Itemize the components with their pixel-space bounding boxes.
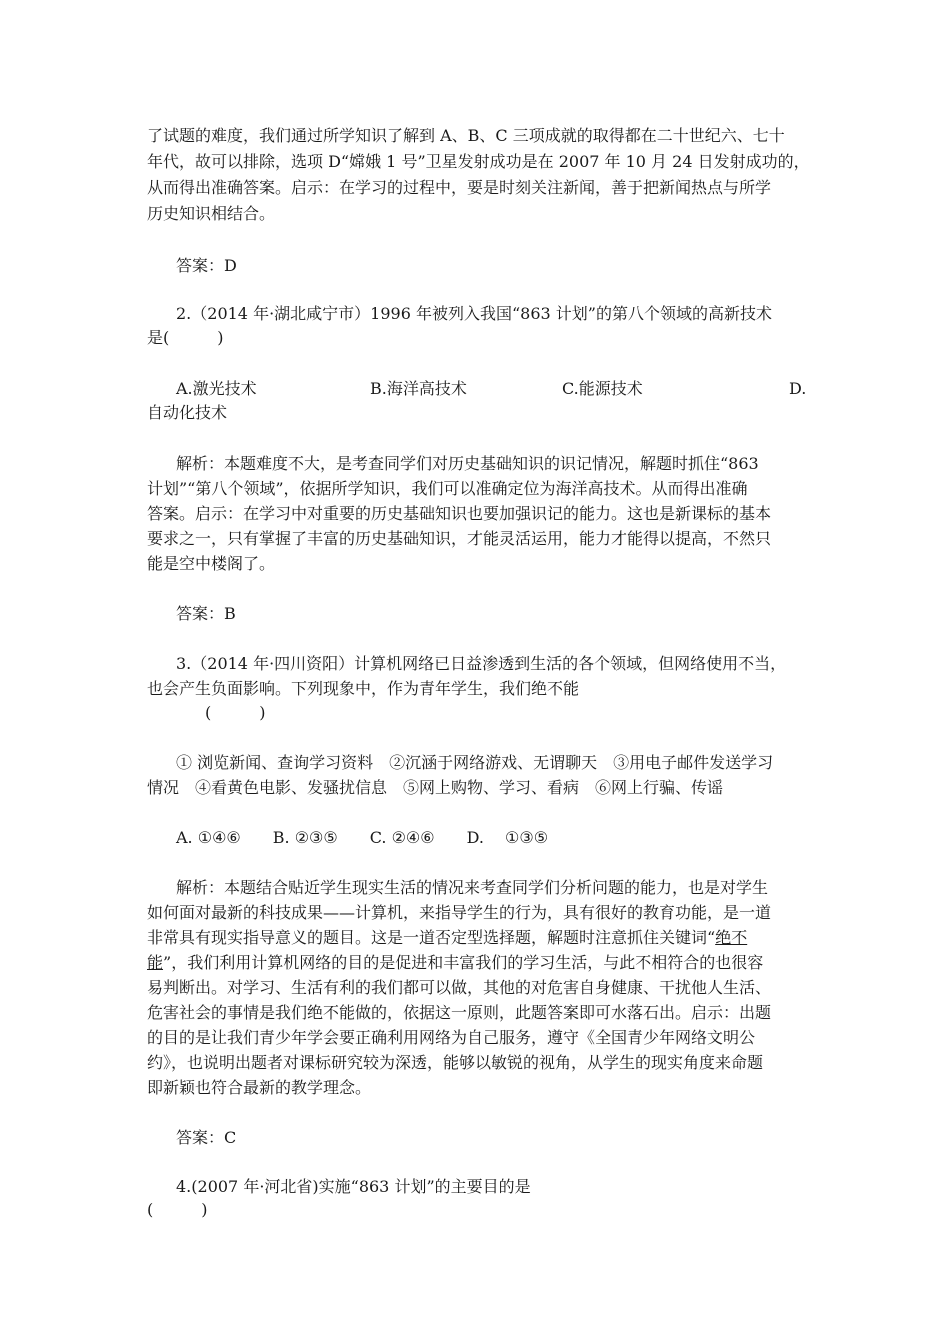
explanation-2: 要求之一，只有掌握了丰富的历史基础知识，才能灵活运用，能力才能得以提高，不然只 bbox=[147, 529, 772, 548]
question-4-blank: ( ) bbox=[147, 1200, 208, 1219]
question-3: 也会产生负面影响。下列现象中，作为青年学生，我们绝不能 bbox=[147, 679, 580, 698]
explanation-3 bbox=[147, 951, 763, 975]
option-b: B.海洋高技术 bbox=[370, 379, 467, 398]
explanation-2: 解析：本题难度不大，是考查同学们对历史基础知识的识记情况，解题时抓住“863 bbox=[176, 454, 759, 473]
question-3-items: 情况 ④看黄色电影、发骚扰信息 ⑤网上购物、学习、看病 ⑥网上行骗、传谣 bbox=[147, 778, 724, 797]
explanation-3 bbox=[147, 926, 747, 950]
paragraph-line: 历史知识相结合。 bbox=[147, 204, 276, 223]
explanation-3: 危害社会的事情是我们绝不能做的，依据这一原则，此题答案即可水落石出。启示：出题 bbox=[147, 1003, 772, 1022]
explanation-2: 能是空中楼阁了。 bbox=[147, 554, 276, 573]
explanation-3: 的目的是让我们青少年学会要正确利用网络为自己服务，遵守《全国青少年网络文明公 bbox=[147, 1028, 756, 1047]
explanation-3: 约》，也说明出题者对课标研究较为深透，能够以敏锐的视角，从学生的现实角度来命题 bbox=[147, 1053, 764, 1072]
explanation-3: 即新颖也符合最新的教学理念。 bbox=[147, 1078, 372, 1097]
option-c: C.能源技术 bbox=[562, 379, 643, 398]
option-d: D. bbox=[789, 379, 807, 398]
answer-2: 答案：B bbox=[176, 604, 236, 623]
explanation-3: 如何面对最新的科技成果——计算机，来指导学生的行为，具有很好的教育功能，是一道 bbox=[147, 903, 772, 922]
paragraph-line: 了试题的难度，我们通过所学知识了解到 A、B、C 三项成就的取得都在二十世纪六、七十 bbox=[147, 126, 785, 145]
question-2: 2.（2014 年·湖北咸宁市）1996 年被列入我国“863 计划”的第八个领域的高新技术 bbox=[176, 304, 772, 323]
paragraph-line: 年代，故可以排除，选项 D“嫦娥 1 号”卫星发射成功是在 2007 年 10 月 24 日发射成功的， bbox=[147, 152, 810, 171]
keyword-underlined: 能 bbox=[147, 953, 164, 972]
question-4: 4.(2007 年·河北省)实施“863 计划”的主要目的是 bbox=[176, 1177, 531, 1196]
option-d-text: 自动化技术 bbox=[147, 403, 228, 422]
paragraph-line: 从而得出准确答案。启示：在学习的过程中，要是时刻关注新闻，善于把新闻热点与所学 bbox=[147, 178, 772, 197]
question-3-options: A. ①④⑥ B. ②③⑤ C. ②④⑥ D. ①③⑤ bbox=[176, 828, 549, 847]
explanation-3-text: ”，我们利用计算机网络的目的是促进和丰富我们的学习生活，与此不相符合的也很容 bbox=[163, 953, 764, 972]
question-3: 3.（2014 年·四川资阳）计算机网络已日益渗透到生活的各个领域，但网络使用不当， bbox=[176, 654, 787, 673]
question-2-blank: 是( ) bbox=[147, 328, 224, 347]
answer-1: 答案：D bbox=[176, 256, 237, 275]
question-3-items: ① 浏览新闻、查询学习资料 ②沉涵于网络游戏、无谓聊天 ③用电子邮件发送学习 bbox=[176, 753, 774, 772]
option-a: A.激光技术 bbox=[176, 379, 257, 398]
answer-3: 答案：C bbox=[176, 1128, 237, 1147]
keyword-underlined: 绝不 bbox=[715, 928, 748, 947]
explanation-3: 解析：本题结合贴近学生现实生活的情况来考查同学们分析问题的能力，也是对学生 bbox=[176, 878, 769, 897]
explanation-2: 计划”“第八个领域”，依据所学知识，我们可以准确定位为海洋高技术。从而得出准确 bbox=[147, 479, 748, 498]
explanation-3-text: 非常具有现实指导意义的题目。这是一道否定型选择题，解题时注意抓住关键词“ bbox=[147, 928, 716, 947]
explanation-2: 答案。启示：在学习中对重要的历史基础知识也要加强识记的能力。这也是新课标的基本 bbox=[147, 504, 772, 523]
explanation-3: 易判断出。对学习、生活有利的我们都可以做，其他的对危害自身健康、干扰他人生活、 bbox=[147, 978, 772, 997]
question-3-blank: ( ) bbox=[205, 703, 266, 722]
